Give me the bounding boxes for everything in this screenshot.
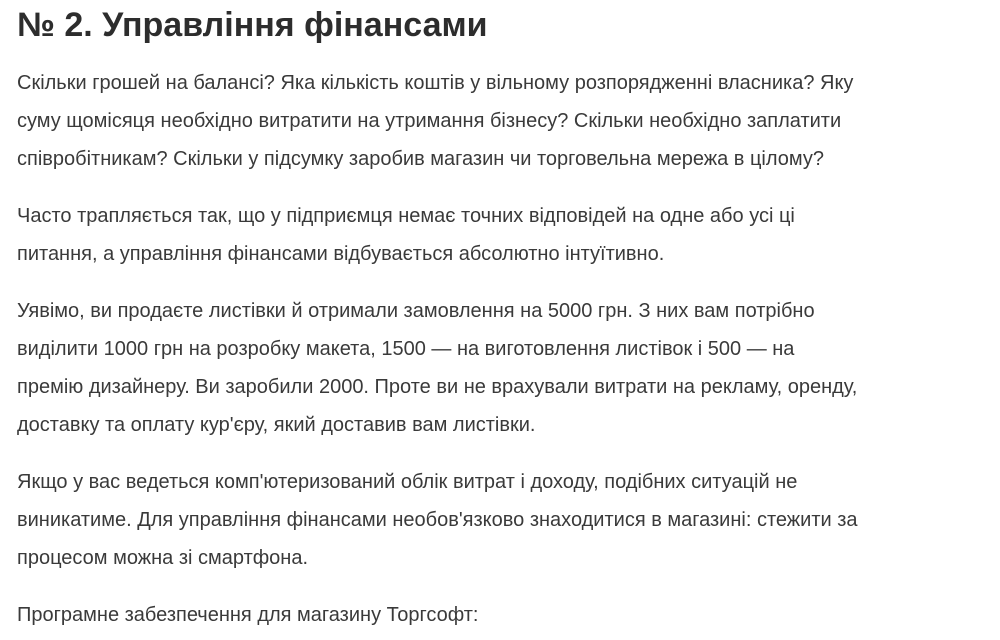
paragraph-line: доставку та оплату кур'єру, який доставив вам листівки. [17, 414, 536, 436]
paragraph-line: премію дизайнеру. Ви заробили 2000. Проте ви не врахували витрати на рекламу, оренду, [17, 376, 858, 398]
paragraph-line: процесом можна зі смартфона. [17, 547, 309, 569]
paragraph-line: Часто трапляється так, що у підприємця немає точних відповідей на одне або усі ці [17, 205, 795, 227]
paragraph [17, 197, 986, 273]
paragraph-line: Якщо у вас ведеться комп'ютеризований облік витрат і доходу, подібних ситуацій не [17, 471, 798, 493]
paragraph-line: виникатиме. Для управління фінансами необов'язково знаходитися в магазині: стежити за [17, 509, 858, 531]
paragraph-software-intro [17, 596, 986, 634]
paragraph-line: Скільки грошей на балансі? Яка кількість коштів у вільному розпорядженні власника? Яку [17, 72, 854, 94]
paragraph-line: суму щомісяця необхідно витратити на утримання бізнесу? Скільки необхідно заплатити [17, 110, 842, 132]
paragraph [17, 463, 986, 577]
paragraph [17, 64, 986, 178]
paragraph [17, 292, 986, 444]
article-title: № 2. Управління фінансами [17, 6, 488, 44]
paragraph-line: виділити 1000 грн на розробку макета, 1500 — на виготовлення листівок і 500 — на [17, 338, 795, 360]
paragraph-line: Уявімо, ви продаєте листівки й отримали замовлення на 5000 грн. З них вам потрібно [17, 300, 815, 322]
paragraph-line: Програмне забезпечення для магазину Торгсофт: [17, 604, 479, 626]
paragraph-line: питання, а управління фінансами відбувається абсолютно інтуїтивно. [17, 243, 665, 265]
paragraph-line: співробітникам? Скільки у підсумку заробив магазин чи торговельна мережа в цілому? [17, 148, 824, 170]
